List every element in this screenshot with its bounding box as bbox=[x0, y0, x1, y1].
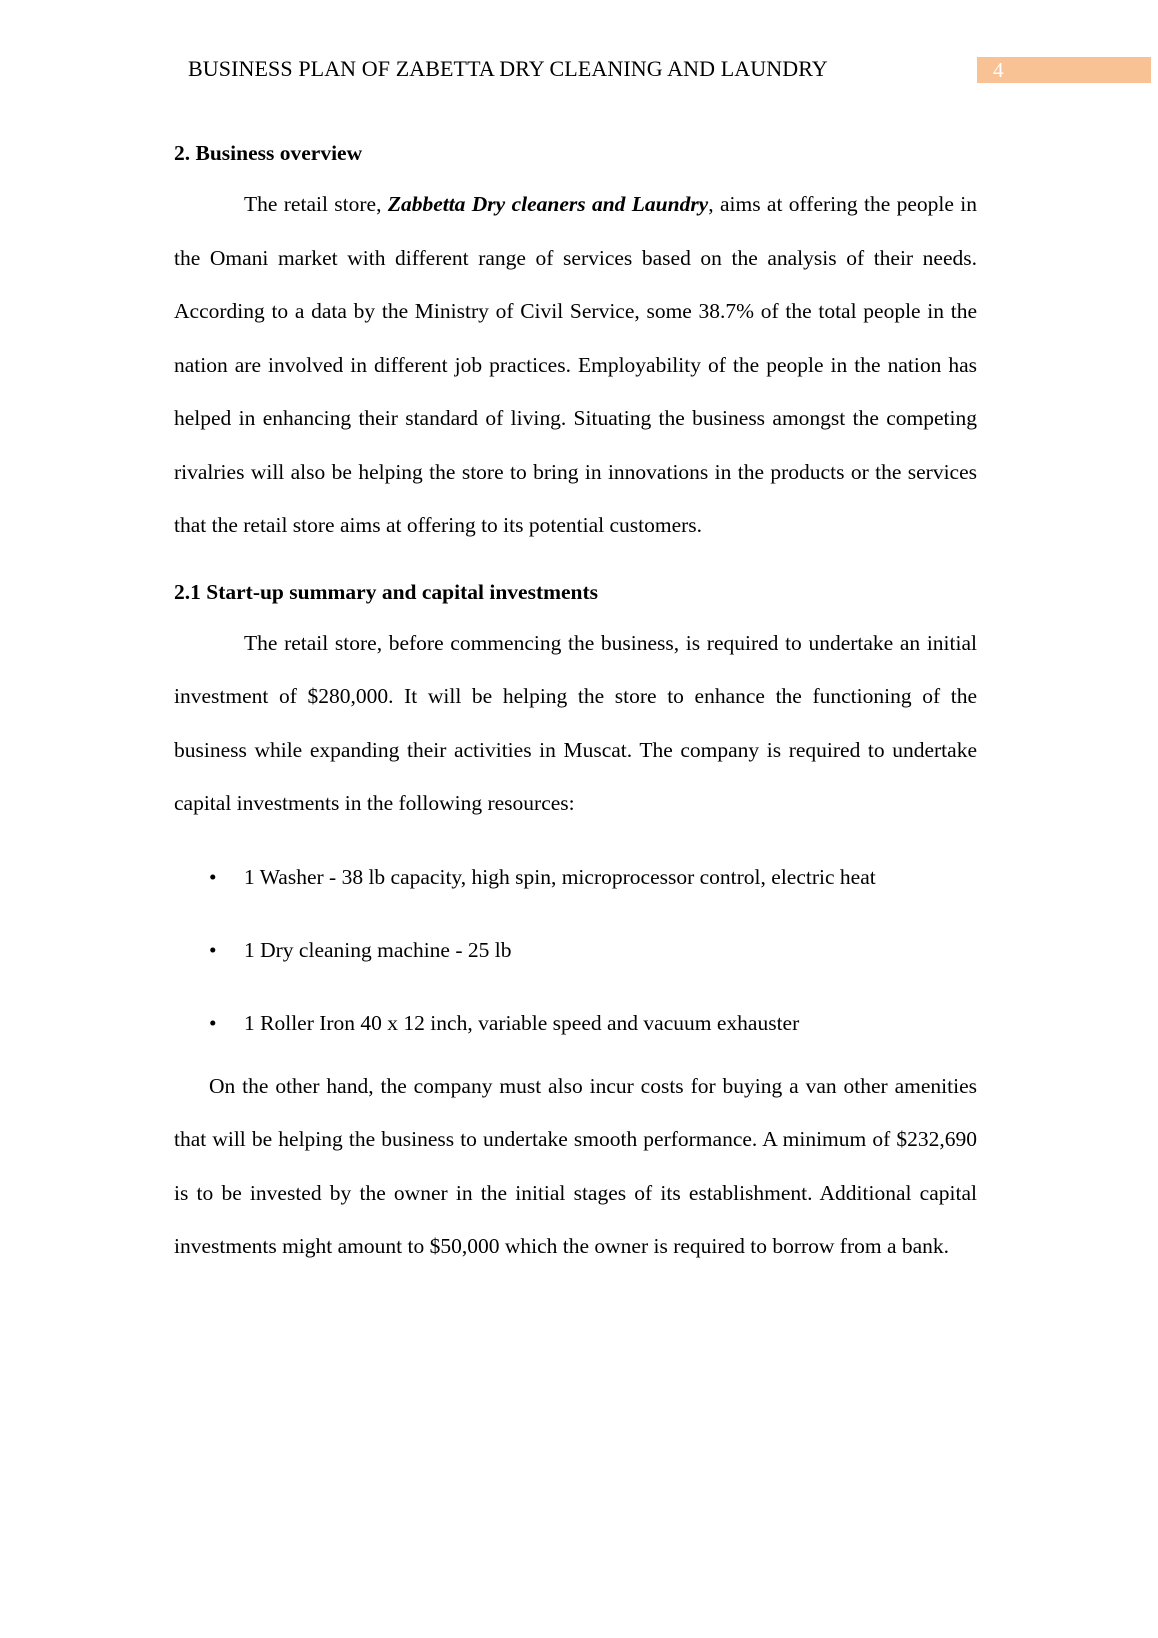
business-overview-paragraph bbox=[174, 178, 977, 553]
list-item bbox=[174, 841, 977, 914]
page-number-box bbox=[977, 57, 1151, 83]
startup-paragraph-1: The retail store, before commencing the business, is required to undertake an initial investment of $280,000. It will be helping the store to enhance the functioning of the business while expanding their activities in Muscat. The company is required to undertake capital investments in the following resources: bbox=[174, 630, 977, 815]
startup-summary-heading: 2.1 Start-up summary and capital investments bbox=[174, 579, 599, 604]
bullet-icon: • bbox=[209, 937, 217, 962]
list-item bbox=[174, 914, 977, 987]
list-item-text: 1 Roller Iron 40 x 12 inch, variable speed and vacuum exhauster bbox=[244, 1010, 800, 1035]
list-item bbox=[174, 987, 977, 1060]
running-header-title: BUSINESS PLAN OF ZABETTA DRY CLEANING AND LAUNDRY bbox=[188, 56, 828, 81]
bullet-icon: • bbox=[209, 1010, 217, 1035]
business-name-emphasis: Zabbetta Dry cleaners and Laundry bbox=[387, 192, 709, 216]
bullet-icon: • bbox=[209, 864, 217, 889]
business-overview-heading: 2. Business overview bbox=[174, 141, 363, 165]
list-item-text: 1 Dry cleaning machine - 25 lb bbox=[244, 937, 512, 962]
list-item-text: 1 Washer - 38 lb capacity, high spin, microprocessor control, electric heat bbox=[244, 864, 876, 889]
startup-paragraph-2: On the other hand, the company must also incur costs for buying a van other amenities that will be helping the business to undertake smooth performance. A minimum of $232,690 is to be invested by the owner in the initial stages of its establishment. Additional capital investments might amount to $50,000 which the owner is required to borrow from a bank. bbox=[174, 1073, 977, 1258]
document-body bbox=[174, 128, 977, 1274]
overview-prefix: The retail store, bbox=[244, 192, 388, 216]
capital-investment-list bbox=[174, 841, 977, 1060]
page-number: 4 bbox=[993, 58, 1004, 82]
overview-rest: , aims at offering the people in the Omani market with different range of services based on the analysis of their needs. According to a data by the Ministry of Civil Service, some 38.7% of the total people in the nation are involved in different job practices. Employability of the people in the nation has helped in enhancing their standard of living. Situating the business amongst the competing rivalries will also be helping the store to bring in innovations in the products or the services that the retail store aims at offering to its potential customers. bbox=[174, 192, 977, 537]
